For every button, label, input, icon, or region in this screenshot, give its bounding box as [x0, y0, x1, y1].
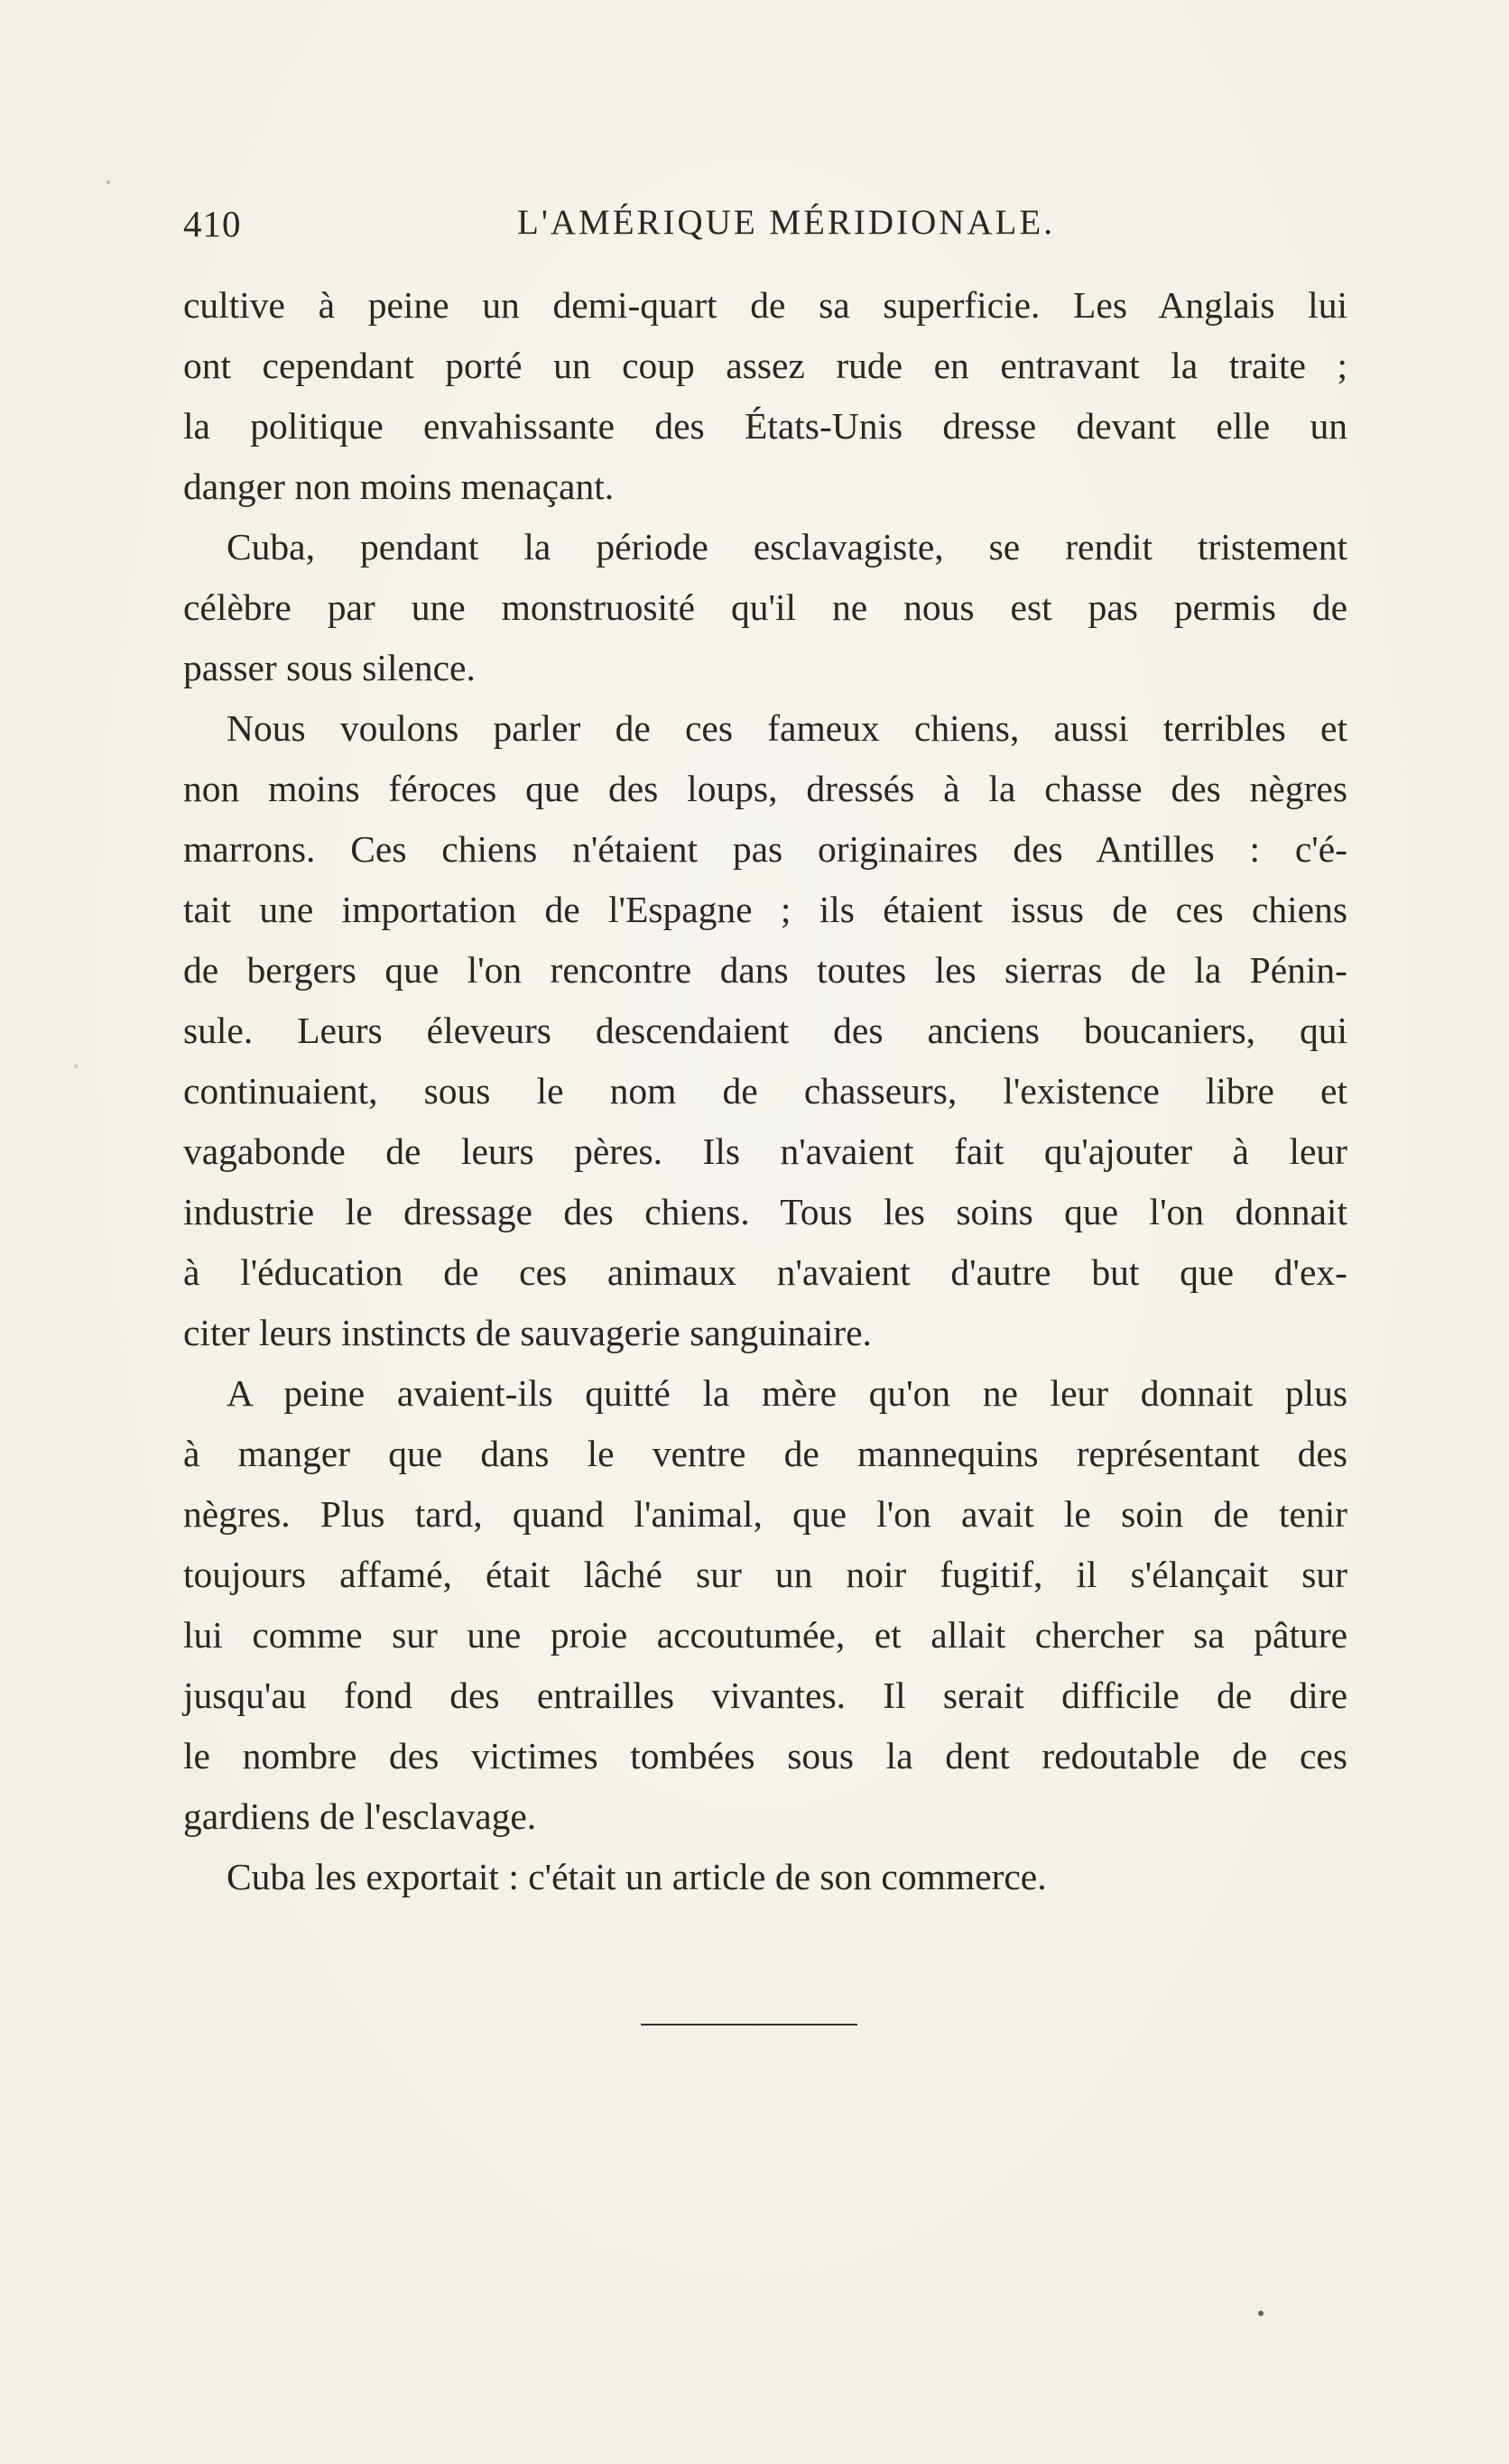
paper-speck: [106, 180, 110, 184]
page-header: [183, 202, 1347, 256]
text-line: A peine avaient-ils quitté la mère qu'on ne leur donnait plus: [227, 1372, 1347, 1414]
text-line: Nous voulons parler de ces fameux chiens, aussi terribles et: [227, 707, 1347, 749]
text-line: à manger que dans le ventre de mannequins représentant des: [183, 1433, 1347, 1474]
text-line: vagabonde de leurs pères. Ils n'avaient fait qu'ajouter à leur: [183, 1130, 1347, 1172]
text-line: passer sous silence.: [183, 647, 476, 688]
text-line: non moins féroces que des loups, dressés à la chasse des nègres: [183, 768, 1347, 809]
text-line: continuaient, sous le nom de chasseurs, l'existence libre et: [183, 1070, 1347, 1112]
section-rule: [641, 2024, 857, 2026]
text-line: sule. Leurs éleveurs descendaient des anciens boucaniers, qui: [183, 1010, 1347, 1051]
paper-speck: [1258, 2311, 1264, 2316]
text-line: toujours affamé, était lâché sur un noir fugitif, il s'élançait sur: [183, 1554, 1347, 1595]
text-line: industrie le dressage des chiens. Tous les soins que l'on donnait: [183, 1191, 1347, 1232]
text-line: célèbre par une monstruosité qu'il ne nous est pas permis de: [183, 586, 1347, 628]
text-line: la politique envahissante des États-Unis dresse devant elle un: [183, 405, 1347, 447]
text-line: Cuba les exportait : c'était un article de son commerce.: [227, 1856, 1047, 1897]
text-line: cultive à peine un demi-quart de sa superficie. Les Anglais lui: [183, 284, 1347, 326]
body-text: [183, 275, 1347, 1907]
text-line: lui comme sur une proie accoutumée, et allait chercher sa pâture: [183, 1614, 1347, 1656]
text-line: citer leurs instincts de sauvagerie sanguinaire.: [183, 1312, 872, 1353]
text-line: marrons. Ces chiens n'étaient pas originaires des Antilles : c'é-: [183, 828, 1347, 870]
paper-speck: [74, 1065, 78, 1068]
text-line: le nombre des victimes tombées sous la dent redoutable de ces: [183, 1735, 1347, 1776]
text-line: gardiens de l'esclavage.: [183, 1795, 537, 1837]
text-line: danger non moins menaçant.: [183, 466, 615, 507]
running-title: L'AMÉRIQUE MÉRIDIONALE.: [517, 203, 1055, 242]
text-line: à l'éducation de ces animaux n'avaient d'autre but que d'ex-: [183, 1251, 1347, 1293]
text-line: tait une importation de l'Espagne ; ils étaient issus de ces chiens: [183, 889, 1347, 930]
text-line: Cuba, pendant la période esclavagiste, se rendit tristement: [227, 526, 1347, 568]
text-line: nègres. Plus tard, quand l'animal, que l'on avait le soin de tenir: [183, 1493, 1347, 1535]
text-line: de bergers que l'on rencontre dans toutes les sierras de la Pénin-: [183, 949, 1347, 991]
text-line: jusqu'au fond des entrailles vivantes. Il serait difficile de dire: [183, 1675, 1347, 1716]
page-number: 410: [183, 203, 242, 245]
text-line: ont cependant porté un coup assez rude en entravant la traite ;: [183, 345, 1347, 386]
